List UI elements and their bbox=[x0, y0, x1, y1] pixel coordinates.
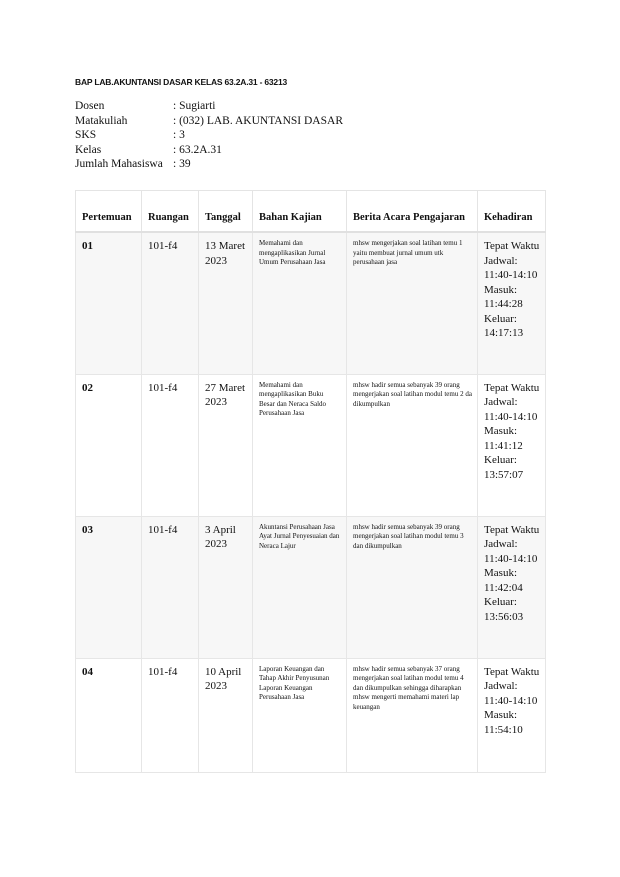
info-label: Matakuliah bbox=[75, 114, 128, 127]
cell-berita-acara: mhsw mengerjakan soal latihan temu 1 yaitu membuat jurnal umum utk perusahaan jasa bbox=[347, 232, 478, 374]
kehadiran-jadwal: Jadwal: 11:40-14:10 bbox=[484, 680, 538, 707]
cell-bahan-kajian: Memahami dan mengaplikasikan Jurnal Umum Perusahaan Jasa bbox=[253, 232, 347, 374]
table-header-row bbox=[76, 191, 546, 233]
table-row bbox=[76, 516, 546, 658]
cell-tanggal: 27 Maret 2023 bbox=[199, 374, 253, 516]
kehadiran-keluar: Keluar: 13:56:03 bbox=[484, 596, 524, 623]
kehadiran-jadwal: Jadwal: 11:40-14:10 bbox=[484, 396, 538, 423]
info-row-kelas bbox=[75, 143, 343, 158]
cell-bahan-kajian: Laporan Keuangan dan Tahap Akhir Penyusunan Laporan Keuangan Perusahaan Jasa bbox=[253, 658, 347, 772]
cell-ruangan: 101-f4 bbox=[142, 658, 199, 772]
kehadiran-status: Tepat Waktu bbox=[484, 381, 540, 394]
kehadiran-keluar: Keluar: 13:57:07 bbox=[484, 454, 524, 481]
info-row-matakuliah bbox=[75, 114, 343, 129]
cell-kehadiran bbox=[478, 516, 546, 658]
cell-pertemuan: 04 bbox=[76, 658, 142, 772]
header-kehadiran: Kehadiran bbox=[478, 191, 546, 233]
kehadiran-masuk: Masuk: 11:44:28 bbox=[484, 283, 523, 310]
cell-tanggal: 13 Maret 2023 bbox=[199, 232, 253, 374]
info-label: Dosen bbox=[75, 100, 105, 112]
document-title: BAP LAB.AKUNTANSI DASAR KELAS 63.2A.31 - 63213 bbox=[75, 77, 288, 87]
kehadiran-status: Tepat Waktu bbox=[484, 665, 540, 678]
kehadiran-jadwal: Jadwal: 11:40-14:10 bbox=[484, 254, 538, 281]
cell-bahan-kajian: Akuntansi Perusahaan Jasa Ayat Jurnal Penyesuaian dan Neraca Lajur bbox=[253, 516, 347, 658]
cell-ruangan: 101-f4 bbox=[142, 232, 199, 374]
cell-pertemuan: 03 bbox=[76, 516, 142, 658]
cell-kehadiran bbox=[478, 232, 546, 374]
info-label: Kelas bbox=[75, 143, 102, 156]
cell-kehadiran bbox=[478, 374, 546, 516]
cell-pertemuan: 02 bbox=[76, 374, 142, 516]
kehadiran-keluar: Keluar: 14:17:13 bbox=[484, 312, 524, 339]
info-value: : 3 bbox=[173, 129, 185, 141]
info-value: : Sugiarti bbox=[173, 100, 216, 112]
cell-ruangan: 101-f4 bbox=[142, 374, 199, 516]
kehadiran-jadwal: Jadwal: 11:40-14:10 bbox=[484, 538, 538, 565]
kehadiran-status: Tepat Waktu bbox=[484, 240, 540, 252]
cell-kehadiran bbox=[478, 658, 546, 772]
info-block bbox=[75, 99, 343, 172]
header-ruangan: Ruangan bbox=[142, 191, 199, 233]
kehadiran-masuk: Masuk: 11:41:12 bbox=[484, 425, 523, 452]
cell-berita-acara: mhsw hadir semua sebanyak 37 orang mengerjakan soal latihan modul temu 4 dan dikumpulkan sehingga diharapkan mhsw mengerti memahami materi lap keuangan bbox=[347, 658, 478, 772]
header-berita-acara: Berita Acara Pengajaran bbox=[347, 191, 478, 233]
table-row bbox=[76, 374, 546, 516]
cell-berita-acara: mhsw hadir semua sebanyak 39 orang mengerjakan soal latihan modul temu 2 da dikumpulkan bbox=[347, 374, 478, 516]
info-value: : (032) LAB. AKUNTANSI DASAR bbox=[173, 114, 343, 127]
header-bahan-kajian: Bahan Kajian bbox=[253, 191, 347, 233]
info-row-sks bbox=[75, 128, 343, 143]
info-label: SKS bbox=[75, 129, 97, 141]
header-pertemuan: Pertemuan bbox=[76, 191, 142, 233]
info-value: : 39 bbox=[173, 158, 191, 170]
info-label: Jumlah Mahasiswa bbox=[75, 158, 163, 170]
kehadiran-masuk: Masuk: 11:54:10 bbox=[484, 709, 523, 736]
cell-pertemuan: 01 bbox=[76, 232, 142, 374]
info-row-dosen bbox=[75, 99, 343, 114]
cell-berita-acara: mhsw hadir semua sebanyak 39 orang mengerjakan soal latihan modul temu 3 dan dikumpulkan bbox=[347, 516, 478, 658]
cell-ruangan: 101-f4 bbox=[142, 516, 199, 658]
table-row bbox=[76, 658, 546, 772]
info-value: : 63.2A.31 bbox=[173, 143, 222, 156]
info-row-jumlah-mahasiswa bbox=[75, 157, 343, 172]
table-row bbox=[76, 232, 546, 374]
bap-table bbox=[75, 190, 546, 773]
cell-tanggal: 10 April 2023 bbox=[199, 658, 253, 772]
header-tanggal: Tanggal bbox=[199, 191, 253, 233]
kehadiran-status: Tepat Waktu bbox=[484, 523, 540, 536]
cell-tanggal: 3 April 2023 bbox=[199, 516, 253, 658]
cell-bahan-kajian: Memahami dan mengaplikasikan Buku Besar dan Neraca Saldo Perusahaan Jasa bbox=[253, 374, 347, 516]
kehadiran-masuk: Masuk: 11:42:04 bbox=[484, 567, 523, 594]
